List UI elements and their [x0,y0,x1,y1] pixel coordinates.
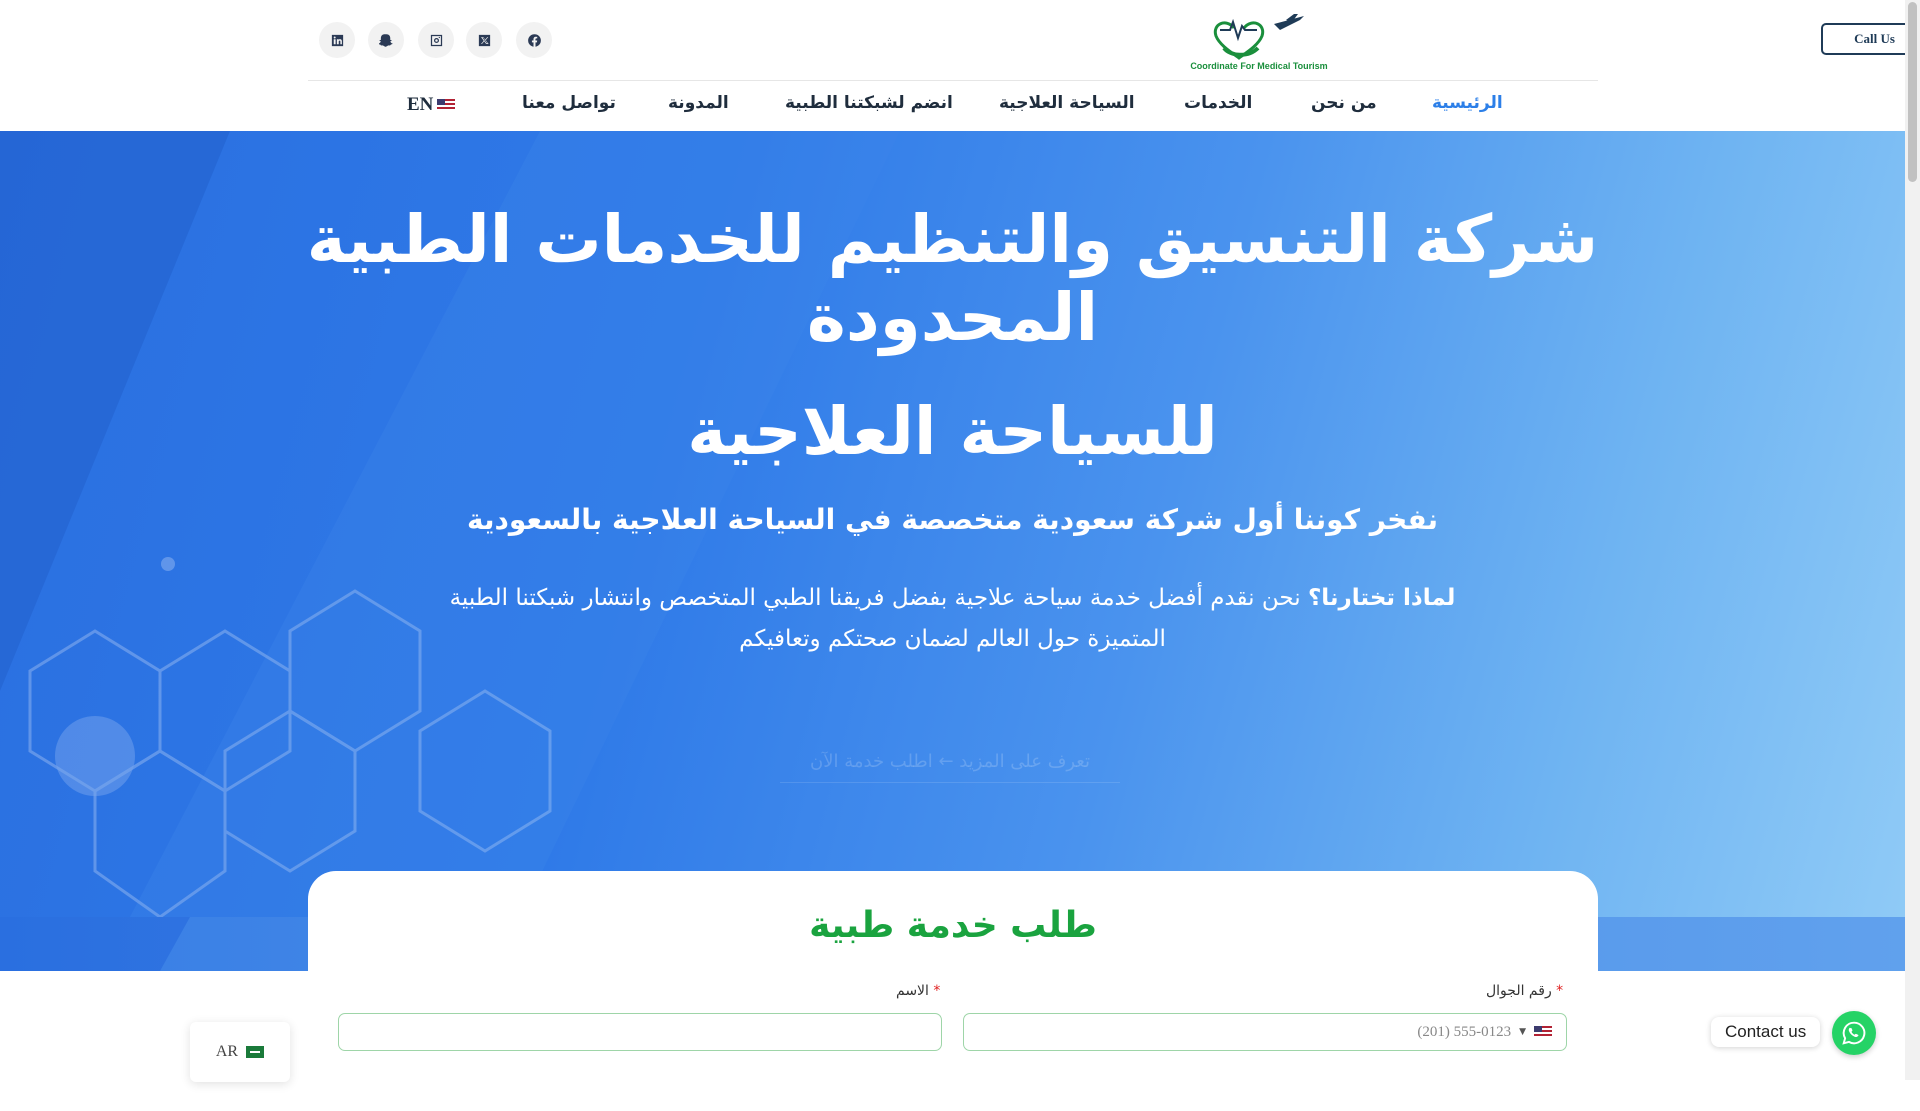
hero-title-line1: شركة التنسيق والتنظيم للخدمات الطبية [306,201,1599,278]
page-scrollbar[interactable] [1905,0,1920,1080]
hero-description-text: نحن نقدم أفضل خدمة سياحة علاجية بفضل فريقنا الطبي المتخصص وانتشار شبكتنا الطبية المتميزة حول العالم لضمان صحتكم وتعافيكم [449,585,1308,652]
phone-placeholder: (201) 555-0123 [1417,1023,1512,1040]
phone-label [1486,983,1563,999]
medical-request-form [308,871,1598,1111]
language-label: EN [407,94,434,115]
linkedin-icon[interactable] [319,22,355,58]
nav-item-about[interactable]: من نحن [1311,93,1377,113]
phone-label-text: رقم الجوال [1486,983,1552,999]
contact-us-bubble[interactable]: Contact us [1711,1017,1820,1047]
nav-item-contact[interactable]: تواصل معنا [522,93,616,113]
instagram-icon[interactable] [418,22,454,58]
nav-item-join-network[interactable]: انضم لشبكتنا الطبية [785,93,953,113]
nav-item-medical-tourism[interactable]: السياحة العلاجية [999,93,1135,113]
main-nav [308,81,1598,131]
hero-description-bold: لماذا تختارنا؟ [1307,585,1456,611]
logo-graphic [1194,2,1324,64]
language-switch-label: AR [215,1043,239,1060]
chevron-down-icon[interactable]: ▼ [1519,1027,1526,1037]
language-switch[interactable] [190,1022,290,1082]
top-bar [308,0,1895,81]
hero-description [440,578,1465,660]
call-us-button[interactable]: Call Us [1821,23,1920,55]
facebook-icon[interactable] [516,22,552,58]
site-header [0,0,1905,131]
required-mark: * [1556,983,1564,999]
language-selector[interactable] [407,94,455,116]
name-field[interactable] [338,1013,942,1051]
hero-title-line2: المحدودة [806,279,1099,356]
hero-title-line3: للسياحة العلاجية [687,393,1218,470]
hero-faded-links[interactable]: تعرف على المزيد ← اطلب خدمة الآن [780,751,1120,783]
us-flag-icon[interactable] [1534,1026,1552,1038]
nav-item-home[interactable]: الرئيسية [1432,93,1503,113]
saudi-flag-icon [246,1046,264,1058]
whatsapp-icon [1841,1020,1867,1046]
nav-item-services[interactable]: الخدمات [1184,93,1253,113]
nav-item-blog[interactable]: المدونة [668,93,729,113]
us-flag-icon [437,99,455,111]
x-icon[interactable] [466,22,502,58]
snapchat-icon[interactable] [368,22,404,58]
site-logo[interactable] [1184,2,1334,78]
phone-field[interactable] [963,1013,1567,1051]
whatsapp-button[interactable] [1832,1011,1876,1055]
name-label [896,983,940,999]
required-mark: * [933,983,941,999]
hero-subtitle: نفخر كوننا أول شركة سعودية متخصصة في السياحة العلاجية بالسعودية [466,503,1439,536]
logo-text: Coordinate For Medical Tourism [1190,61,1328,71]
scrollbar-thumb[interactable] [1908,2,1917,182]
name-label-text: الاسم [896,983,929,999]
hero-section [0,131,1905,917]
phone-field-inner [1417,1014,1552,1050]
form-title: طلب خدمة طبية [809,905,1097,946]
